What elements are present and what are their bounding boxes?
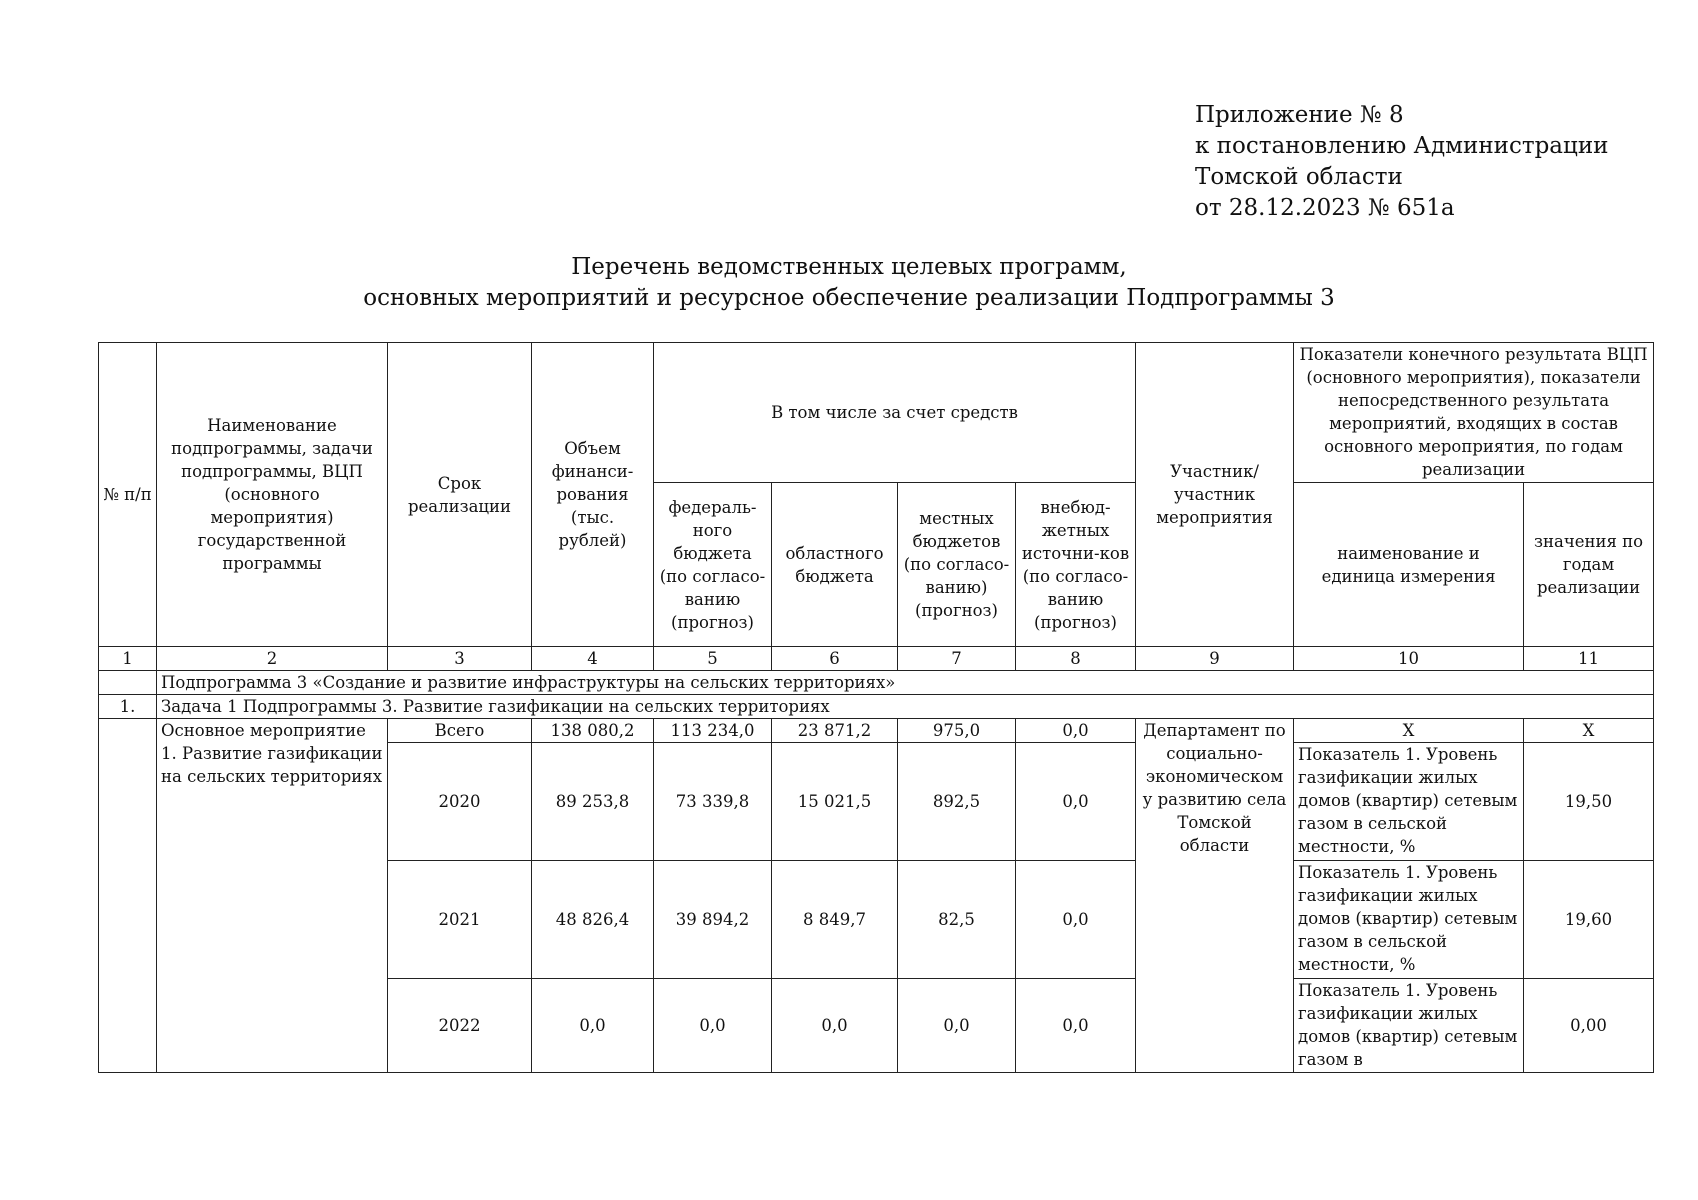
measure-num-cell [99, 719, 157, 1073]
col-number: 9 [1136, 647, 1294, 671]
col-number: 8 [1016, 647, 1136, 671]
local-cell: 892,5 [898, 743, 1016, 861]
term-cell: 2022 [388, 979, 532, 1073]
title-line-1: Перечень ведомственных целевых программ, [571, 254, 1127, 280]
indicator-value-cell: 19,50 [1524, 743, 1654, 861]
column-numbers-row [99, 647, 1654, 671]
regional-cell: 15 021,5 [772, 743, 898, 861]
col-number: 5 [654, 647, 772, 671]
annex-line-4: от 28.12.2023 № 651а [1195, 195, 1455, 221]
federal-cell: 73 339,8 [654, 743, 772, 861]
regional-cell: 8 849,7 [772, 861, 898, 979]
subprogram-row [99, 671, 1654, 695]
federal-cell: 39 894,2 [654, 861, 772, 979]
local-cell: 0,0 [898, 979, 1016, 1073]
data-row-total [99, 719, 1654, 743]
term-cell: 2021 [388, 861, 532, 979]
header-regional: областного бюджета [772, 483, 898, 647]
indicator-value-cell: Х [1524, 719, 1654, 743]
header-num: № п/п [99, 343, 157, 647]
header-volume: Объем финанси-рования (тыс. рублей) [532, 343, 654, 647]
volume-cell: 89 253,8 [532, 743, 654, 861]
participant-cell: Департамент по социально-экономическом у развитию села Томской области [1136, 719, 1294, 1073]
annex-line-1: Приложение № 8 [1195, 102, 1404, 128]
local-cell: 82,5 [898, 861, 1016, 979]
col-number: 2 [157, 647, 388, 671]
header-term: Срок реализации [388, 343, 532, 647]
document-title [0, 252, 1698, 314]
header-name: Наименование подпрограммы, задачи подпрограммы, ВЦП (основного мероприятия) государственной программы [157, 343, 388, 647]
col-number: 4 [532, 647, 654, 671]
header-offbudget: внебюд-жетных источни-ков (по согласо-ванию (прогноз) [1016, 483, 1136, 647]
header-row-1 [99, 343, 1654, 483]
indicator-value-cell: 19,60 [1524, 861, 1654, 979]
header-federal: федераль-ного бюджета (по согласо-ванию (прогноз) [654, 483, 772, 647]
measure-name: Основное мероприятие 1. Развитие газификации на сельских территориях [157, 719, 388, 1073]
indicator-cell: Х [1294, 719, 1524, 743]
task-row [99, 695, 1654, 719]
annex-block [1195, 100, 1608, 224]
header-participant: Участник/ участник мероприятия [1136, 343, 1294, 647]
regional-cell: 0,0 [772, 979, 898, 1073]
local-cell: 975,0 [898, 719, 1016, 743]
term-cell: Всего [388, 719, 532, 743]
volume-cell: 48 826,4 [532, 861, 654, 979]
subprogram-title: Подпрограмма 3 «Создание и развитие инфраструктуры на сельских территориях» [157, 671, 1654, 695]
annex-line-3: Томской области [1195, 164, 1403, 190]
task-num: 1. [99, 695, 157, 719]
offbudget-cell: 0,0 [1016, 861, 1136, 979]
header-indicator-name: наименование и единица измерения [1294, 483, 1524, 647]
col-number: 7 [898, 647, 1016, 671]
offbudget-cell: 0,0 [1016, 743, 1136, 861]
indicator-cell: Показатель 1. Уровень газификации жилых домов (квартир) сетевым газом в сельской местности, % [1294, 743, 1524, 861]
federal-cell: 113 234,0 [654, 719, 772, 743]
term-cell: 2020 [388, 743, 532, 861]
offbudget-cell: 0,0 [1016, 979, 1136, 1073]
header-indicator-values: значения по годам реализации [1524, 483, 1654, 647]
header-indicators-group: Показатели конечного результата ВЦП (основного мероприятия), показатели непосредственного результата мероприятий, входящих в состав основного мероприятия, по годам реализации [1294, 343, 1654, 483]
volume-cell: 0,0 [532, 979, 654, 1073]
header-funds-group: В том числе за счет средств [654, 343, 1136, 483]
title-line-2: основных мероприятий и ресурсное обеспечение реализации Подпрограммы 3 [363, 285, 1335, 311]
indicator-cell: Показатель 1. Уровень газификации жилых домов (квартир) сетевым газом в [1294, 979, 1524, 1073]
program-table [98, 342, 1654, 1073]
volume-cell: 138 080,2 [532, 719, 654, 743]
federal-cell: 0,0 [654, 979, 772, 1073]
col-number: 6 [772, 647, 898, 671]
col-number: 3 [388, 647, 532, 671]
offbudget-cell: 0,0 [1016, 719, 1136, 743]
subprogram-num-cell [99, 671, 157, 695]
col-number: 11 [1524, 647, 1654, 671]
indicator-value-cell: 0,00 [1524, 979, 1654, 1073]
indicator-cell: Показатель 1. Уровень газификации жилых домов (квартир) сетевым газом в сельской местности, % [1294, 861, 1524, 979]
col-number: 10 [1294, 647, 1524, 671]
annex-line-2: к постановлению Администрации [1195, 133, 1609, 159]
header-local: местных бюджетов (по согласо-ванию) (прогноз) [898, 483, 1016, 647]
col-number: 1 [99, 647, 157, 671]
task-title: Задача 1 Подпрограммы 3. Развитие газификации на сельских территориях [157, 695, 1654, 719]
regional-cell: 23 871,2 [772, 719, 898, 743]
